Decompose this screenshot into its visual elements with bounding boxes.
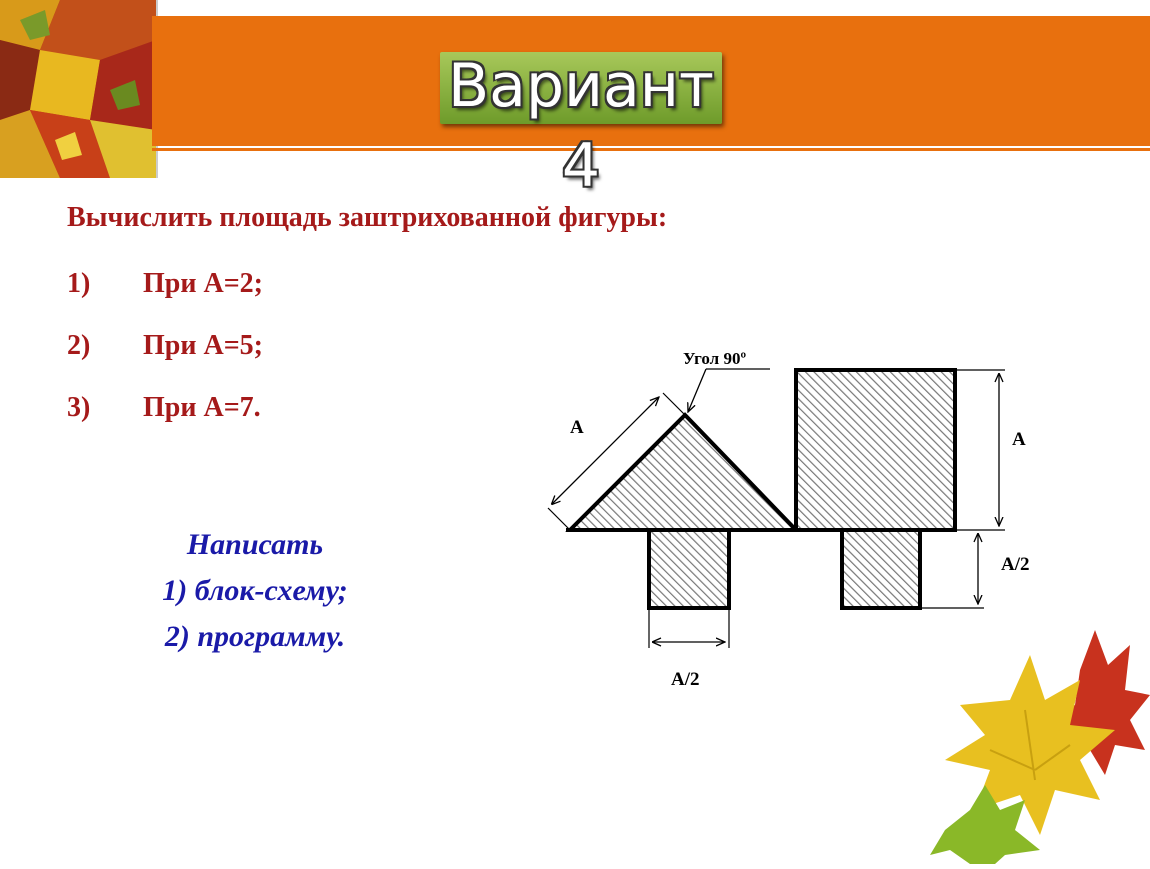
task-item-number: 2) <box>67 330 91 361</box>
angle-leader-line <box>688 369 706 412</box>
triangle-shape <box>570 415 796 530</box>
task-item <box>67 392 261 424</box>
right-leg-rect <box>842 530 920 608</box>
task-item-number: 3) <box>67 392 91 423</box>
square-shape <box>796 370 955 530</box>
leg-height-label: А/2 <box>1001 554 1030 575</box>
leg-width-label: А/2 <box>671 669 700 690</box>
task-item-text: При А=7. <box>143 392 261 423</box>
write-instructions <box>100 522 410 660</box>
write-line: 1) блок-схему; <box>162 574 348 607</box>
left-leg-rect <box>649 530 729 608</box>
autumn-leaves-image <box>0 0 158 178</box>
task-item-text: При А=2; <box>143 268 263 299</box>
slide-title: Вариант 4 <box>448 51 714 201</box>
triangle-side-label: А <box>570 417 584 438</box>
maple-leaves-image <box>930 610 1150 869</box>
task-item <box>67 268 263 300</box>
task-item-text: При А=5; <box>143 330 263 361</box>
header-divider <box>152 148 1150 151</box>
angle-label: Угол 90º <box>683 349 747 368</box>
task-item <box>67 330 263 362</box>
task-item-number: 1) <box>67 268 91 299</box>
square-side-label: А <box>1012 429 1026 450</box>
write-line: 2) программу. <box>164 620 346 653</box>
write-heading: Написать <box>186 528 324 561</box>
task-prompt: Вычислить площадь заштрихованной фигуры: <box>67 202 668 233</box>
